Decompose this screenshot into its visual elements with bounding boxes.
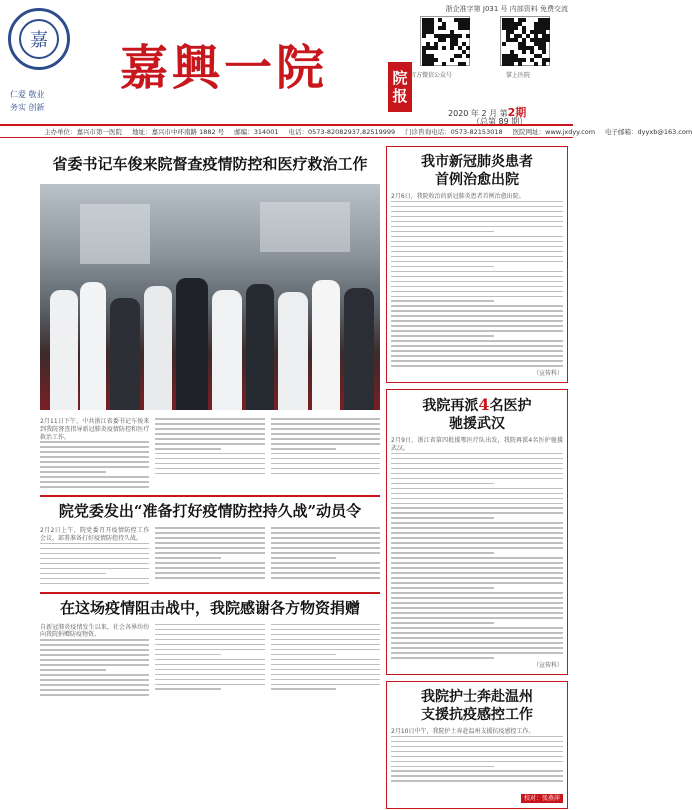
text-line [271,473,380,475]
qr-module [514,26,518,30]
text-line [391,766,494,768]
text-line [271,542,380,544]
text-line [155,443,264,445]
text-line [391,537,563,539]
text-line [40,466,149,468]
text-line [391,512,563,514]
right2-title-line2: 驰援武汉 [449,416,505,433]
text-line [391,340,563,342]
text-line [155,639,264,641]
right1-title-line2: 首例治愈出院 [435,172,519,188]
text-line [155,649,264,651]
right-article-3 [386,681,568,810]
qr-module [542,62,546,66]
text-line [40,669,106,671]
text-line [271,552,380,554]
right2-title-number: 4 [478,395,490,415]
text-line [391,652,563,654]
qr-module [534,62,538,66]
text-line [391,637,563,639]
qr-module [522,18,526,22]
left-column [40,146,380,699]
text-line [391,632,563,634]
right-article-2 [386,389,568,675]
text-line [391,657,494,659]
text-line [155,527,264,529]
text-line [391,622,494,624]
qr-module [422,34,426,38]
text-line [40,548,149,550]
text-line [271,629,380,631]
text-line [271,438,380,440]
text-line [391,291,563,293]
text-line [271,537,380,539]
text-line [391,458,563,460]
text-line [40,684,149,686]
text-line [40,563,149,565]
text-line [40,481,149,483]
proofreader-tag: 校对：张燕萍 [521,794,563,803]
right2-title-line1 [391,396,563,415]
text-line [271,423,380,425]
text-line [40,649,149,651]
qr-module [434,58,438,62]
badge-bottom: 报 [392,87,408,105]
publisher-info-bar [0,124,692,138]
text-line [391,231,494,233]
text-line [155,684,264,686]
third-article-lead: 自新冠肺炎疫情发生以来，社会各界纷纷向我院捐赠防疫物资。 [40,623,150,639]
text-line [40,446,149,448]
text-line [391,775,563,777]
text-line [271,448,337,450]
text-line [391,305,563,307]
main-photo [40,184,380,410]
qr-module [434,46,438,50]
text-line [155,567,264,569]
text-line [391,330,563,332]
qr-module [462,62,466,66]
text-line [271,684,380,686]
right3-lead: 2月10日中午，我院护士奔赴温州支援抗疫感控工作。 [391,727,535,735]
text-line [391,221,563,223]
right3-title-line2: 支援抗疫感控工作 [421,706,533,723]
text-line [391,488,563,490]
text-line [271,527,380,529]
qr-caption-wechat: 官方微信公众号 [410,72,453,79]
qr-module [542,50,546,54]
text-line [40,543,149,545]
text-line [391,473,563,475]
text-line [391,542,563,544]
third-headline: 在这场疫情阻击战中，我院感谢各方物资捐赠 [59,598,360,617]
website[interactable]: 医院网址：www.jxdyy.com [512,128,596,136]
qr-module [466,46,470,50]
text-line [40,456,149,458]
text-line [391,300,494,302]
text-line [271,659,380,661]
text-line [391,463,563,465]
text-line [40,578,149,580]
text-line [271,639,380,641]
text-line [40,573,106,575]
text-line [271,634,380,636]
right3-headline [391,684,563,724]
text-line [391,335,494,337]
text-line [391,746,563,748]
qr-module [450,46,454,50]
badge-top: 院 [392,69,408,87]
text-line [391,527,563,529]
text-line [391,360,563,362]
text-line [391,271,563,273]
text-line [391,468,563,470]
text-line [391,607,563,609]
text-line [155,688,221,690]
text-line [391,325,563,327]
qr-caption-app: 掌上医院 [506,72,531,79]
hospital-logo-glyph: 嘉 [19,19,59,59]
text-line [391,320,563,322]
text-line [40,664,149,666]
text-line [271,418,380,420]
text-line [391,552,494,554]
postcode: 邮编：314001 [234,128,279,136]
text-line [391,201,563,203]
text-line [271,674,380,676]
text-line [271,669,380,671]
phone: 电话：0573-82082937,82519999 [288,128,396,136]
total-issue: （总第 89 期） [472,117,528,126]
text-line [40,461,149,463]
section-divider [40,592,380,594]
text-line [391,567,563,569]
text-line [391,517,494,519]
right2-author: （宣传科） [532,662,563,669]
right2-title-post: 名医护 [489,398,532,415]
text-line [391,241,563,243]
text-line [155,453,264,455]
right1-lead: 2月6日，我院收治的新冠肺炎患者首例治愈出院。 [391,193,525,200]
issue-info [378,4,568,14]
text-line [155,433,264,435]
text-line [391,503,563,505]
text-line [40,644,149,646]
text-line [391,251,563,253]
text-line [155,428,264,430]
text-line [271,428,380,430]
text-line [155,418,264,420]
text-line [391,642,563,644]
text-line [391,770,563,772]
second-headline: 院党委发出“准备打好疫情防控持久战”动员令 [58,502,362,521]
issue-number: 2期 [507,106,527,119]
text-line [155,674,264,676]
text-line [391,493,563,495]
text-line [40,451,149,453]
qr-module [458,54,462,58]
issue-date: 2020 年 2 月 [448,109,498,118]
text-line [391,572,563,574]
email[interactable]: 电子邮箱：dyyxb@163.com [605,128,692,136]
text-line [155,458,264,460]
text-line [155,572,264,574]
text-line [271,649,380,651]
mobile-hospital-qr-code[interactable] [500,16,550,66]
newspaper-title: 嘉興一院 [120,40,329,96]
text-line [391,296,563,298]
qr-module [510,62,514,66]
text-line [391,617,563,619]
text-line [155,552,264,554]
right1-author: （宣传科） [532,370,563,378]
text-line [155,624,264,626]
text-line [391,266,494,268]
qr-module [466,26,470,30]
issue-prefix: 第 [499,109,508,118]
text-line [391,627,563,629]
publisher: 主办单位：嘉兴市第一医院 [44,128,122,136]
text-line [391,612,563,614]
text-line [391,498,563,500]
text-line [391,483,494,485]
text-line [391,507,563,509]
text-line [391,577,563,579]
text-line [391,453,563,455]
qr-module [442,62,446,66]
text-line [155,629,264,631]
text-line [271,679,380,681]
right1-headline [391,149,563,189]
second-article-lead: 2月2日上午，院党委召开疫情防控工作会议，部署准备打好疫情防控持久战。 [40,527,150,543]
text-line [155,532,264,534]
main-article-lead: 2月11日下午，中共浙江省委书记车俊来到我院督查指导新冠肺炎疫情防控和医疗救治工作。 [40,418,150,441]
qr-module [442,38,446,42]
text-line [391,281,563,283]
text-line [155,577,264,579]
text-line [391,741,563,743]
text-line [271,624,380,626]
text-line [391,532,563,534]
text-line [271,557,337,559]
text-line [155,669,264,671]
text-line [391,780,563,782]
text-line [155,654,221,656]
text-line [155,644,264,646]
qr-module [458,34,462,38]
text-line [40,674,149,676]
right3-title-line1: 我院护士奔赴温州 [421,688,533,705]
text-line [391,756,563,758]
text-line [155,537,264,539]
text-line [155,679,264,681]
qr-module [522,50,526,54]
text-line [391,592,563,594]
text-line [391,226,563,228]
qr-module [546,26,550,30]
hospital-logo [8,8,70,70]
text-line [40,583,149,585]
text-line [391,350,563,352]
text-line [391,647,563,649]
text-line [271,654,337,656]
text-line [391,256,563,258]
text-line [40,476,149,478]
text-line [271,463,380,465]
text-line [155,659,264,661]
text-line [391,602,563,604]
text-line [391,236,563,238]
text-line [391,522,563,524]
text-line [40,558,149,560]
text-line [271,532,380,534]
text-line [271,443,380,445]
text-line [271,458,380,460]
qr-module [546,38,550,42]
text-line [271,468,380,470]
text-line [391,345,563,347]
text-line [391,310,563,312]
qr-module [522,58,526,62]
text-line [155,423,264,425]
text-line [391,276,563,278]
address: 地址：嘉兴市中环南路 1882 号 [132,128,225,136]
qr-module [466,34,470,38]
text-line [391,582,563,584]
right1-title-line1: 我市新冠肺炎患者 [421,154,533,170]
qr-module [546,58,550,62]
text-line [391,587,494,589]
qr-module [430,62,434,66]
text-line [391,736,563,738]
text-line [40,654,149,656]
text-line [40,553,149,555]
qr-module [518,62,522,66]
text-line [391,597,563,599]
right-column [386,146,568,809]
qr-module [442,26,446,30]
text-line [155,547,264,549]
text-line [40,441,149,443]
text-line [391,216,563,218]
text-line [40,471,106,473]
text-line [391,206,563,208]
text-line [40,679,149,681]
right2-lead: 2月9日，浙江省第四批援鄂医疗队出发，我院再派4名医护驰援武汉。 [391,437,563,452]
text-line [155,463,264,465]
text-line [391,261,563,263]
text-line [40,659,149,661]
text-line [271,433,380,435]
text-line [271,562,380,564]
registration-line: 浙企准字第 J031 号 内部资料 免费交流 [445,5,568,13]
qr-module [466,54,470,58]
qr-module [442,46,446,50]
text-line [391,751,563,753]
text-line [155,473,264,475]
text-line [391,478,563,480]
text-line [155,542,264,544]
text-line [40,689,149,691]
text-line [155,448,221,450]
text-line [391,315,563,317]
text-line [271,453,380,455]
text-line [391,557,563,559]
clinic-phone: 门诊咨询电话：0573-82153018 [405,128,503,136]
text-line [271,567,380,569]
text-line [391,286,563,288]
text-line [155,468,264,470]
text-line [391,246,563,248]
text-line [40,568,149,570]
text-line [271,688,337,690]
right2-title-pre: 我院再派 [422,398,479,415]
text-line [391,547,563,549]
text-line [271,644,380,646]
text-line [155,557,221,559]
text-line [40,486,149,488]
text-line [155,562,264,564]
text-line [391,355,563,357]
text-line [271,664,380,666]
text-line [155,438,264,440]
newspaper-badge [388,62,412,112]
qr-module [502,42,506,46]
text-line [391,211,563,213]
main-headline: 省委书记车俊来院督查疫情防控和医疗救治工作 [52,155,368,173]
section-divider [40,495,380,497]
text-line [271,547,380,549]
text-line [391,761,563,763]
text-line [271,577,380,579]
hospital-slogan: 仁爱 敬业 务实 创新 [10,90,45,112]
text-line [391,365,563,367]
text-line [155,664,264,666]
text-line [391,562,563,564]
text-line [40,639,149,641]
text-line [40,694,149,696]
text-line [155,634,264,636]
wechat-qr-code[interactable] [420,16,470,66]
right-article-1 [386,146,568,383]
text-line [271,572,380,574]
right2-headline [391,392,563,433]
qr-module [450,58,454,62]
